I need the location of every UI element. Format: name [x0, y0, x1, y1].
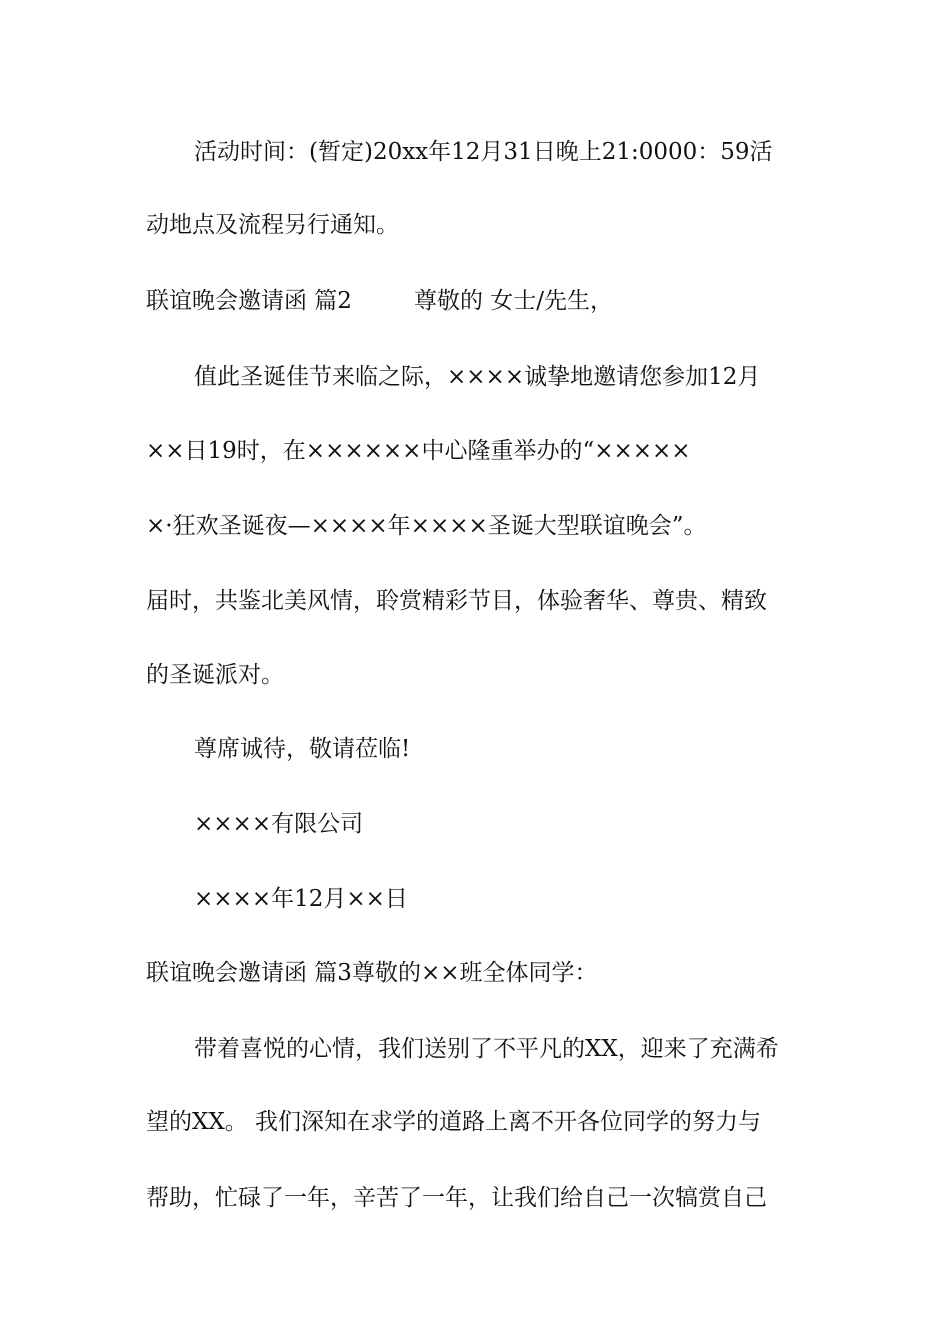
- paragraph-greeting-line-3: 帮助，忙碌了一年，辛苦了一年，让我们给自己一次犒赏自己: [146, 1185, 767, 1211]
- paragraph-invitation-line-5: 的圣诞派对。: [146, 662, 284, 688]
- paragraph-closing: 尊席诚待，敬请莅临!: [194, 736, 411, 762]
- paragraph-activity-venue: 动地点及流程另行通知。: [146, 212, 399, 238]
- salutation-2: 尊敬的 女士/先生，: [413, 288, 614, 314]
- signature-company: ××××有限公司: [194, 811, 364, 837]
- paragraph-invitation-line-3: ×·狂欢圣诞夜—××××年××××圣诞大型联谊晚会”。: [146, 513, 707, 539]
- paragraph-activity-time: 活动时间：(暂定)20xx年12月31日晚上21:0000：59活: [194, 139, 773, 165]
- paragraph-greeting: 带着喜悦的心情，我们送别了不平凡的XX，迎来了充满希: [194, 1036, 779, 1062]
- paragraph-greeting-line-2: 望的XX。 我们深知在求学的道路上离不开各位同学的努力与: [146, 1109, 762, 1135]
- section-title-2: 联谊晚会邀请函 篇2: [146, 288, 352, 314]
- paragraph-invitation-line-4: 届时，共鉴北美风情，聆赏精彩节目，体验奢华、尊贵、精致: [146, 588, 767, 614]
- paragraph-invitation-line-2: ××日19时，在××××××中心隆重举办的“×××××: [146, 438, 691, 464]
- signature-date: ××××年12月××日: [194, 886, 408, 912]
- section-heading-3: 联谊晚会邀请函 篇3尊敬的××班全体同学：: [146, 960, 598, 986]
- section-heading-2: [146, 286, 613, 316]
- paragraph-invitation: 值此圣诞佳节来临之际，××××诚挚地邀请您参加12月: [194, 364, 761, 390]
